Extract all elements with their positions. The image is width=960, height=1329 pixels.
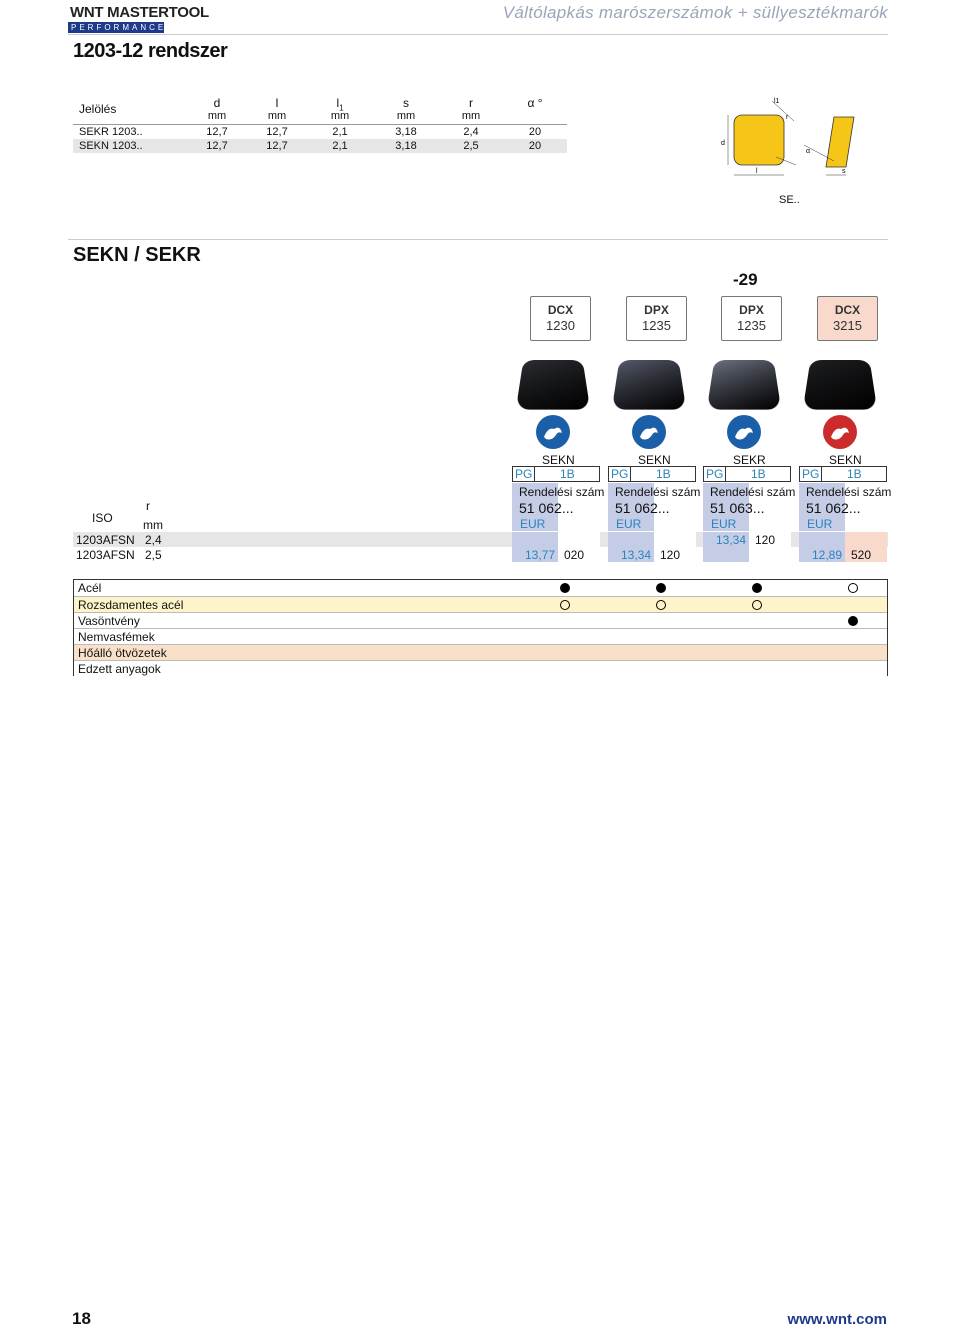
grade-name: DPX xyxy=(644,303,669,317)
grade-box xyxy=(626,296,687,341)
cell: 20 xyxy=(528,126,542,138)
diagram-label-s: s xyxy=(842,168,846,175)
system-title: 1203-12 rendszer xyxy=(73,40,228,62)
col-header-l1: $l_1$ xyxy=(336,96,344,113)
radius-value: 2,5 xyxy=(145,548,162,562)
website-link[interactable]: www.wnt.com xyxy=(787,1311,887,1328)
pg-label: PG xyxy=(706,467,724,481)
primary-suitability-dot xyxy=(848,616,858,626)
price-value: 13,34 xyxy=(620,548,651,562)
col-header-l: l xyxy=(275,96,279,110)
secondary-suitability-circle xyxy=(560,600,570,610)
order-number-label: Rendelési szám xyxy=(615,485,701,499)
logo-text: WNT MASTERTOOL xyxy=(70,4,209,21)
col-header-s: s xyxy=(403,96,409,110)
col-header-alpha: α ° xyxy=(527,96,543,110)
order-number-label: Rendelési szám xyxy=(519,485,605,499)
table-row xyxy=(73,139,567,153)
material-row xyxy=(74,628,887,644)
row-name: SEKR 1203.. xyxy=(79,126,143,138)
grade-code: 3215 xyxy=(833,318,862,333)
primary-suitability-dot xyxy=(656,583,666,593)
section-title: SEKN / SEKR xyxy=(73,244,201,266)
grade-box xyxy=(817,296,878,341)
diagram-label-alpha: α xyxy=(806,148,811,155)
material-row xyxy=(74,660,887,676)
price-value: 13,34 xyxy=(715,533,746,547)
unit-d: mm xyxy=(207,110,227,122)
dragon-logo-icon xyxy=(823,415,857,449)
code-cell-bg xyxy=(654,532,696,547)
dragon-logo-icon xyxy=(536,415,570,449)
cell: 2,1 xyxy=(332,140,348,152)
diagram-label-r: r xyxy=(786,114,789,121)
price-cell-bg xyxy=(608,532,654,547)
order-number: 51 062... xyxy=(806,500,861,516)
insert-type: SEKN xyxy=(638,453,671,467)
material-row xyxy=(74,596,887,612)
insert-type: SEKR xyxy=(733,453,766,467)
pg-value: 1B xyxy=(656,467,671,481)
price-cell-bg xyxy=(512,532,558,547)
order-number-label: Rendelési szám xyxy=(710,485,796,499)
material-row xyxy=(74,580,887,596)
cutting-code: 520 xyxy=(851,548,872,562)
cutting-code: 020 xyxy=(564,548,585,562)
grade-code: 1235 xyxy=(642,318,671,333)
grade-box xyxy=(721,296,782,341)
material-row xyxy=(74,644,887,660)
price-value: 12,89 xyxy=(811,548,842,562)
diagram-caption: SE.. xyxy=(779,194,800,206)
grade-name: DCX xyxy=(834,303,861,317)
insert-geometry-diagram xyxy=(716,95,866,185)
cutting-code: 120 xyxy=(755,533,776,547)
material-name: Rozsdamentes acél xyxy=(78,598,184,612)
cell: 12,7 xyxy=(206,126,228,138)
price-cell-bg xyxy=(703,547,749,562)
radius-value: 2,4 xyxy=(145,533,162,547)
table-row xyxy=(73,125,567,139)
iso-code: 1203AFSN xyxy=(76,548,135,562)
diagram-label-l: l xyxy=(756,168,758,175)
price-cell-bg xyxy=(799,532,845,547)
primary-suitability-dot xyxy=(752,583,762,593)
mm-label: mm xyxy=(143,518,163,532)
price-value: 13,77 xyxy=(524,548,555,562)
col-header-d: d xyxy=(213,96,221,110)
page-number: 18 xyxy=(72,1309,91,1328)
order-number: 51 062... xyxy=(519,500,574,516)
currency-label: EUR xyxy=(807,517,833,531)
grade-code: 1230 xyxy=(546,318,575,333)
unit-l: mm xyxy=(267,110,287,122)
material-name: Acél xyxy=(78,581,102,595)
secondary-suitability-circle xyxy=(752,600,762,610)
pg-cell xyxy=(799,466,887,482)
insert-type: SEKN xyxy=(542,453,575,467)
currency-label: EUR xyxy=(711,517,737,531)
grade-box xyxy=(530,296,591,341)
cell: 20 xyxy=(528,140,542,152)
pg-cell xyxy=(703,466,791,482)
material-row xyxy=(74,612,887,628)
dragon-logo-icon xyxy=(632,415,666,449)
pg-value: 1B xyxy=(560,467,575,481)
grade-name: DCX xyxy=(547,303,574,317)
dimensions-table xyxy=(73,95,567,153)
insert-image xyxy=(803,360,878,410)
unit-l1: mm xyxy=(330,110,350,122)
order-number: 51 063... xyxy=(710,500,765,516)
row-name: SEKN 1203.. xyxy=(79,140,143,152)
order-number: 51 062... xyxy=(615,500,670,516)
pg-cell xyxy=(608,466,696,482)
code-cell-bg xyxy=(845,532,887,547)
insert-type: SEKN xyxy=(829,453,862,467)
material-name: Hőálló ötvözetek xyxy=(78,646,167,660)
material-name: Nemvasfémek xyxy=(78,630,155,644)
cell: 2,4 xyxy=(463,126,479,138)
secondary-suitability-circle xyxy=(656,600,666,610)
iso-code: 1203AFSN xyxy=(76,533,135,547)
cutting-code: 120 xyxy=(660,548,681,562)
iso-label: ISO xyxy=(92,511,113,525)
materials-table xyxy=(73,579,888,676)
unit-r: mm xyxy=(461,110,481,122)
cell: 2,1 xyxy=(332,126,348,138)
material-name: Vasöntvény xyxy=(78,614,140,628)
code-cell-bg xyxy=(558,532,600,547)
pg-label: PG xyxy=(802,467,820,481)
insert-image xyxy=(612,360,687,410)
cell: 12,7 xyxy=(206,140,228,152)
pg-value: 1B xyxy=(751,467,766,481)
pg-cell xyxy=(512,466,600,482)
page-header-title: Váltólapkás marószerszámok + süllyesztékmarók xyxy=(502,3,888,22)
section-divider xyxy=(68,239,888,240)
cell: 3,18 xyxy=(395,126,417,138)
code-cell-bg xyxy=(749,547,791,562)
pg-label: PG xyxy=(611,467,629,481)
insert-image xyxy=(516,360,591,410)
diagram-label-d: d xyxy=(721,140,725,147)
cell: 12,7 xyxy=(266,140,288,152)
secondary-suitability-circle xyxy=(848,583,858,593)
r-label: r xyxy=(146,499,150,513)
unit-s: mm xyxy=(396,110,416,122)
primary-suitability-dot xyxy=(560,583,570,593)
dragon-logo-icon xyxy=(727,415,761,449)
material-name: Edzett anyagok xyxy=(78,662,161,676)
grade-name: DPX xyxy=(739,303,764,317)
pg-value: 1B xyxy=(847,467,862,481)
logo-subtitle: PERFORMANCE xyxy=(68,22,164,33)
header-divider xyxy=(68,34,888,35)
cell: 12,7 xyxy=(266,126,288,138)
grade-code: 1235 xyxy=(737,318,766,333)
currency-label: EUR xyxy=(520,517,546,531)
designation-label: Jelölés xyxy=(79,102,117,116)
diagram-label-l1: l1 xyxy=(774,98,780,105)
col-header-r: r xyxy=(469,96,473,110)
order-number-label: Rendelési szám xyxy=(806,485,892,499)
variant-label: -29 xyxy=(733,270,758,289)
insert-image xyxy=(707,360,782,410)
cell: 2,5 xyxy=(463,140,479,152)
pg-label: PG xyxy=(515,467,533,481)
currency-label: EUR xyxy=(616,517,642,531)
cell: 3,18 xyxy=(395,140,417,152)
